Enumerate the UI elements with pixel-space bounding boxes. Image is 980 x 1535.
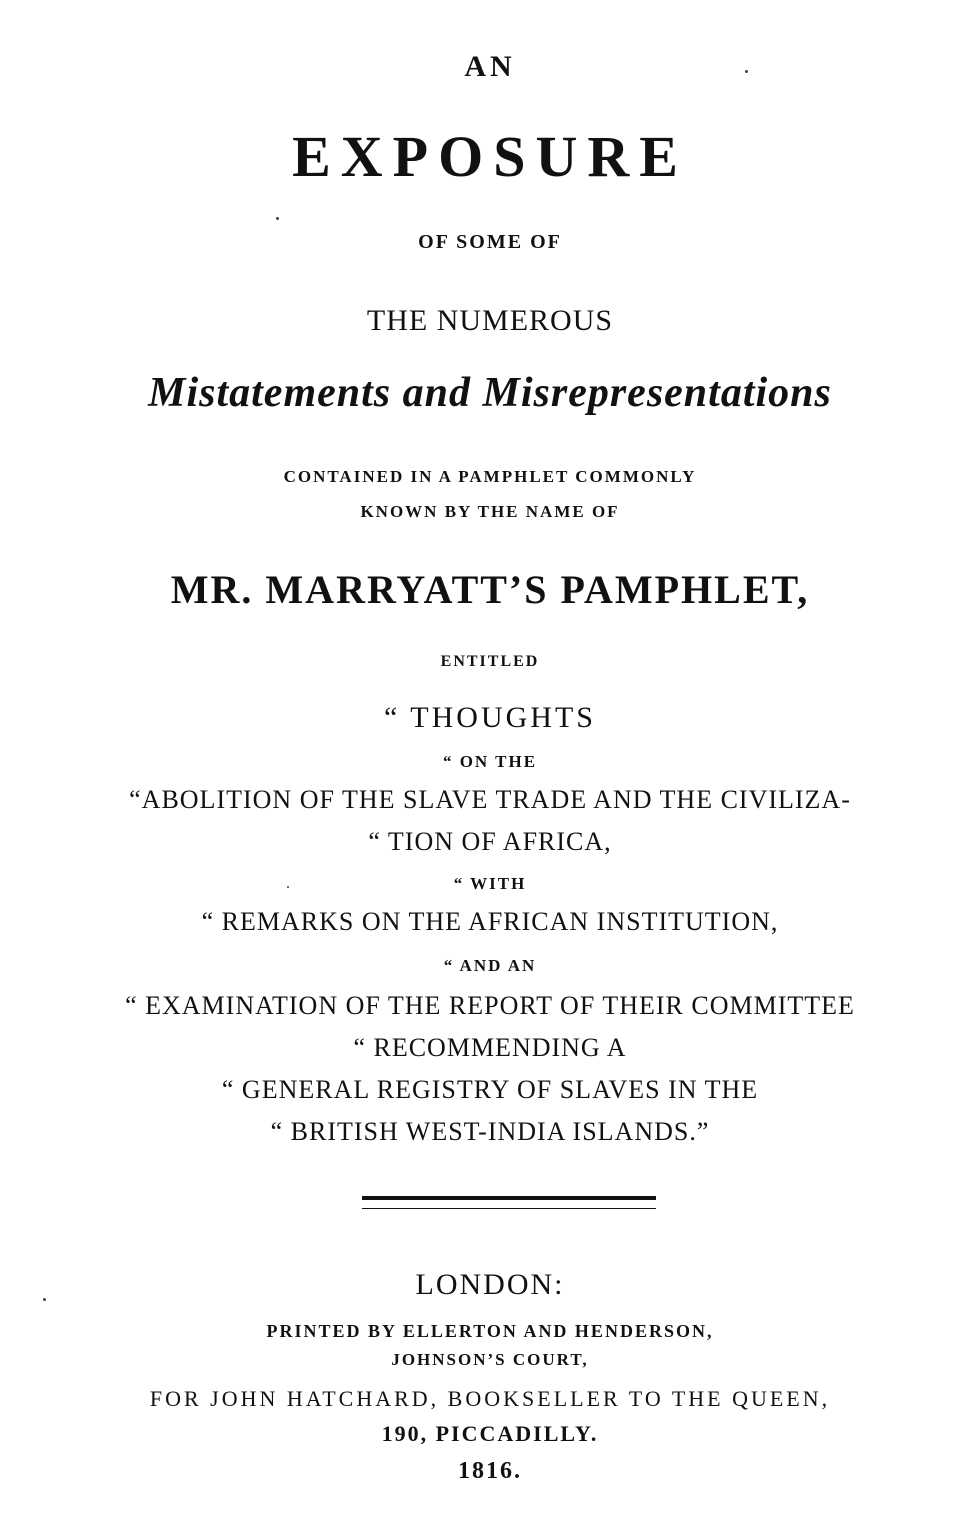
imprint-city: LONDON:: [415, 1268, 565, 1301]
quoted-title-line: “ REMARKS ON THE AFRICAN INSTITUTION,: [201, 907, 779, 936]
imprint-address: 190, PICCADILLY.: [381, 1421, 599, 1446]
imprint-year: 1816.: [458, 1458, 522, 1484]
title-the-numerous: THE NUMEROUS: [366, 304, 614, 337]
double-rule-thin: [362, 1208, 656, 1209]
double-rule-thick: [362, 1196, 656, 1200]
quoted-title-line: “ RECOMMENDING A: [353, 1033, 627, 1062]
entitled-label: ENTITLED: [440, 653, 540, 670]
quoted-title-line: “ AND AN: [443, 956, 537, 975]
title-of-some-of: OF SOME OF: [418, 231, 562, 253]
title-exposure: EXPOSURE: [292, 124, 688, 189]
subtitle-contained: CONTAINED IN A PAMPHLET COMMONLY: [283, 467, 697, 486]
subtitle-known: KNOWN BY THE NAME OF: [360, 502, 620, 521]
quoted-title-line: “ THOUGHTS: [384, 701, 596, 734]
print-speck: [43, 1298, 46, 1301]
print-speck: [276, 217, 279, 220]
quoted-title-line: “ TION OF AFRICA,: [368, 827, 612, 856]
pamphlet-name: MR. MARRYATT’S PAMPHLET,: [170, 567, 810, 612]
quoted-title-line: “ABOLITION OF THE SLAVE TRADE AND THE CIVILIZA-: [129, 785, 851, 814]
imprint-bookseller: FOR JOHN HATCHARD, BOOKSELLER TO THE QUEEN,: [149, 1386, 831, 1411]
print-speck: [287, 886, 289, 888]
imprint-court: JOHNSON’S COURT,: [391, 1350, 589, 1369]
quoted-title-line: “ ON THE: [442, 752, 538, 771]
quoted-title-line: “ EXAMINATION OF THE REPORT OF THEIR COMMITTEE: [125, 991, 855, 1020]
imprint-printer: PRINTED BY ELLERTON AND HENDERSON,: [266, 1321, 714, 1341]
print-speck: [745, 70, 748, 73]
title-misstatements-blackletter: Mistatements and Misrepresentations: [148, 370, 832, 416]
title-an: AN: [464, 50, 516, 83]
quoted-title-line: “ WITH: [453, 874, 527, 893]
quoted-title-line: “ BRITISH WEST-INDIA ISLANDS.”: [270, 1117, 710, 1146]
quoted-title-line: “ GENERAL REGISTRY OF SLAVES IN THE: [221, 1075, 759, 1104]
